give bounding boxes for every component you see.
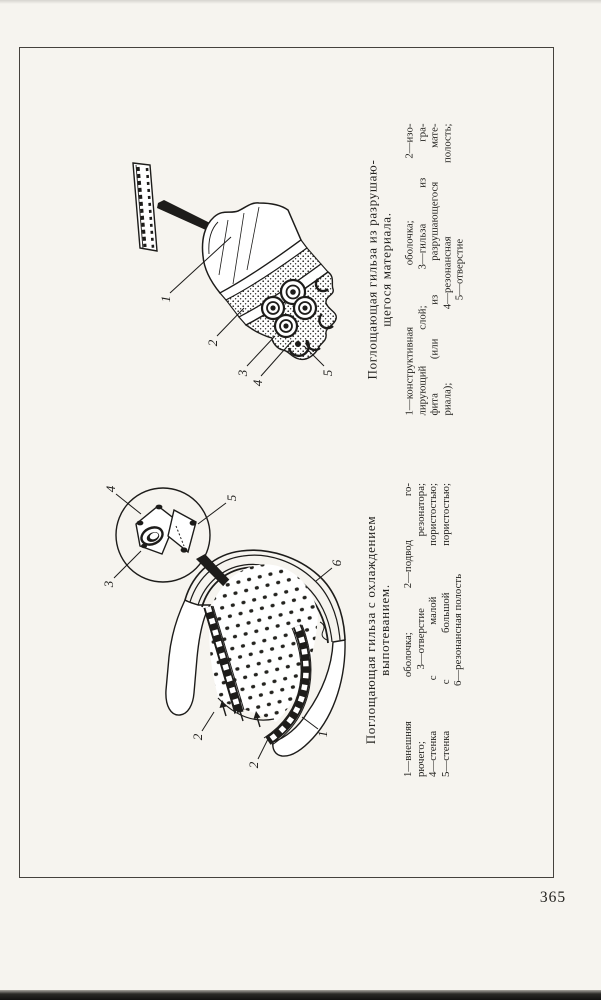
scan-edge-shadow-bottom [0,990,601,1000]
caption-title [364,483,392,777]
caption-legend [404,124,467,416]
caption-title-line: Поглощающая гильза из разрушаю- [364,159,380,380]
figure-label: 5 [320,369,335,377]
figure-label: 4 [103,485,118,493]
caption-list-line: 6—резонансная полость [452,573,465,687]
caption-title-line: Поглощающая гильза с охлаждением [363,515,378,745]
figure-label: 6 [329,559,344,567]
caption-sweat-cooled-sleeve [364,483,470,777]
caption-title [366,124,394,416]
figure-label: 2 [190,733,205,741]
caption-legend [402,483,465,777]
scan-edge-shadow-top [0,0,601,4]
caption-title-line: щегося материала. [378,212,394,327]
caption-list-line: лирующий слой; 3—гильза из гра- [416,123,429,416]
page-number: 365 [539,889,567,906]
caption-list-line: 4—стенка с малой пористостью; [427,483,440,777]
figure-label: 5 [224,494,239,502]
caption-list-line: 5—стенка с большой пористостью; [439,483,452,777]
caption-list-line: 5—отверстие [453,238,466,301]
caption-list-line: риала); 4—резонансная полость; [441,123,454,416]
caption-list-line: рючего; 3—отверстие резонатора; [414,483,427,777]
figure-destructible-sleeve [92,140,362,410]
figure-label: 3 [235,369,250,377]
figure-label: 2 [205,339,220,347]
figure-label: 4 [250,379,265,387]
figure-sweat-cooled-sleeve [92,462,354,784]
caption-list-line: 1—внешняя оболочка; 2—подвод го- [402,483,414,777]
figure-label: 1 [158,295,173,303]
caption-list-line: 1—конструктивная оболочка; 2—изо- [403,123,416,416]
laminate-strip-detail [133,163,157,251]
caption-list-line: фита (или из разрушающегося мате- [428,123,441,416]
caption-title-line: выпотеванием. [377,584,392,676]
caption-destructible-sleeve [366,124,471,416]
figure-label: 3 [101,580,116,588]
figure-label: 2 [246,761,261,769]
figure-label: 1 [315,730,330,738]
